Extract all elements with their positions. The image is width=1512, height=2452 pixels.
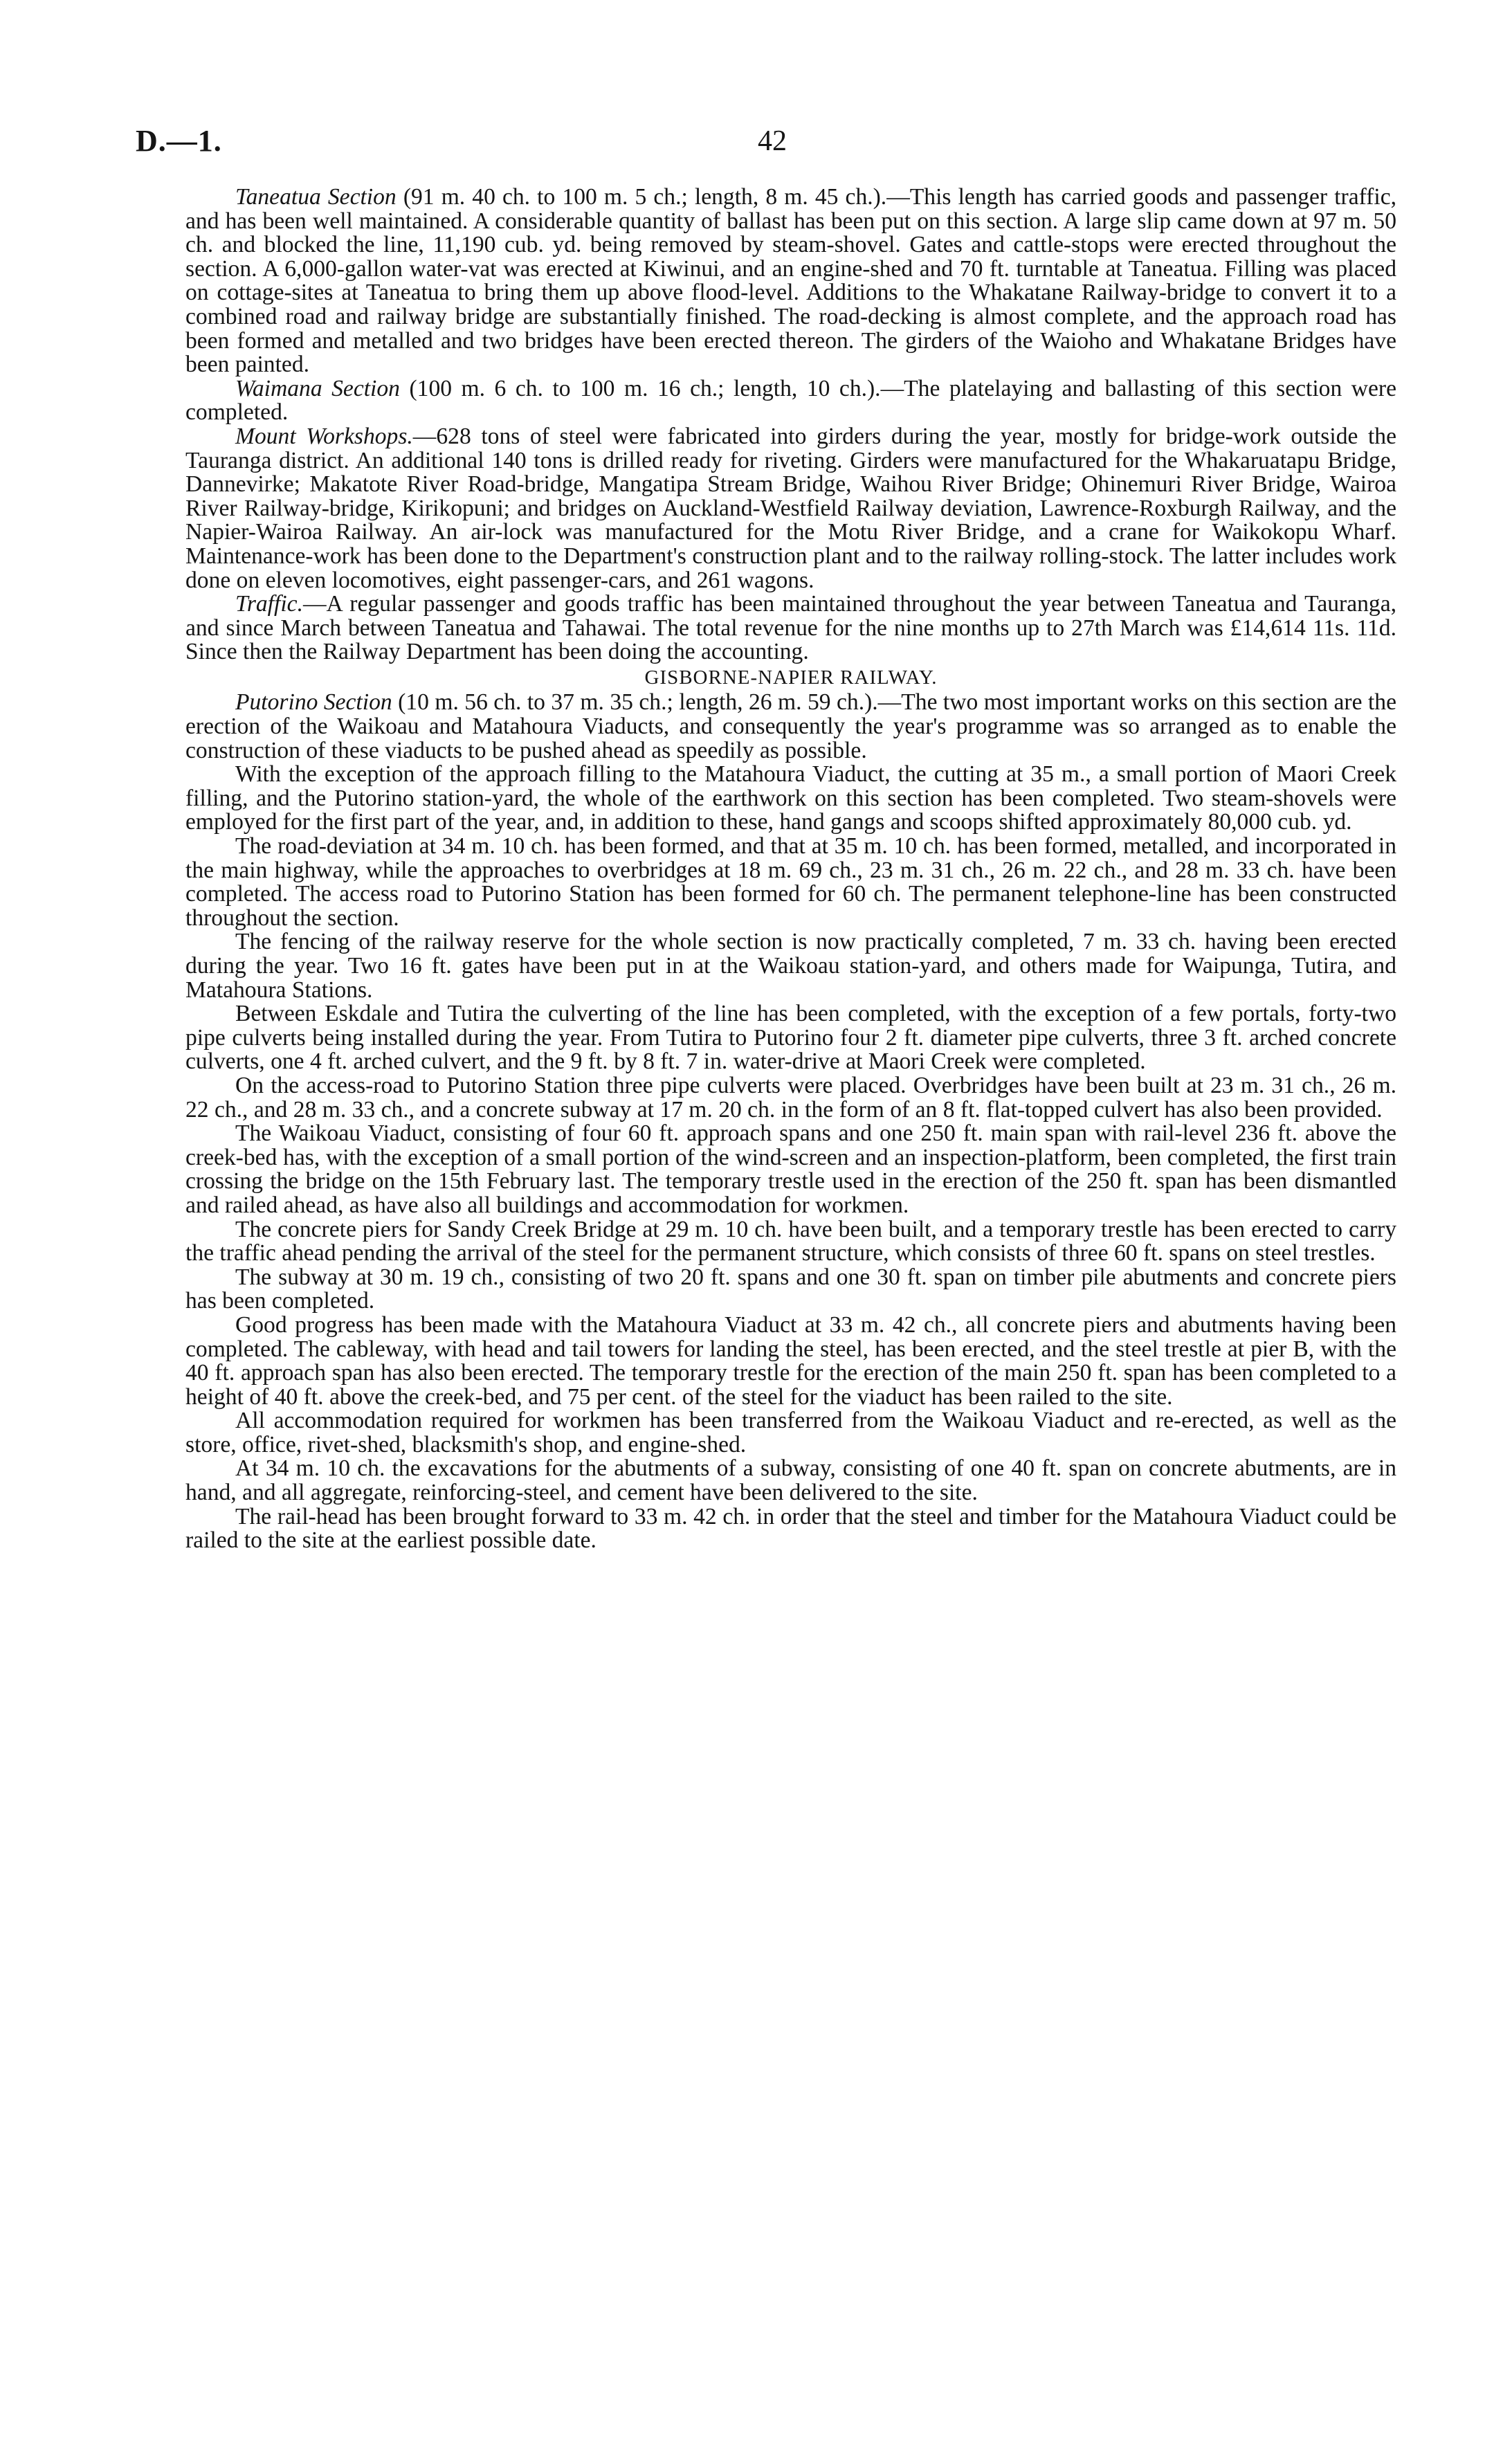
section-title: Waimana Section	[235, 375, 400, 401]
paragraph-rail-head: The rail-head has been brought forward to 33 m. 42 ch. in order that the steel and timber for the Matahoura Viaduct could be railed to the site at the earliest possible date.	[185, 1503, 1396, 1554]
paragraph-waimana-section	[185, 377, 1396, 425]
paragraph-culverting: Between Eskdale and Tutira the culverting of the line has been completed, with the exception of a few portals, forty-two pipe culverts being installed during the year. From Tutira to Putorino four 2 ft. diameter pipe culverts, three 3 ft. arched concrete culverts, one 4 ft. arched culvert, and the 9 ft. by 8 ft. 7 in. water-drive at Maori Creek were completed.	[185, 1001, 1396, 1075]
paragraph-fencing: The fencing of the railway reserve for the whole section is now practically completed, 7 m. 33 ch. having been erected during the year. Two 16 ft. gates have been put in at the Waikoau station-yard, and others made for Waipunga, Tutira, and Matahoura Stations.	[185, 929, 1396, 1003]
section-heading-gisborne-napier: GISBORNE-NAPIER RAILWAY.	[644, 666, 938, 689]
paragraph-taneatua-section	[185, 185, 1396, 377]
section-title: Taneatua Section	[235, 184, 397, 210]
paragraph-waikoau-viaduct: The Waikoau Viaduct, consisting of four 60 ft. approach spans and one 250 ft. main span with rail-level 236 ft. above the creek-bed has, with the exception of a small portion of the wind-screen and an inspection-platform, been completed, the first train crossing the bridge on the 15th February last. The temporary trestle used in the erection of the 250 ft. span has been dismantled and railed ahead, as have also all buildings and accommodation for workmen.	[185, 1120, 1396, 1218]
paragraph-putorino-section	[185, 691, 1396, 763]
paragraph-traffic	[185, 592, 1396, 664]
paragraph-text: (10 m. 56 ch. to 37 m. 35 ch.; length, 26 m. 59 ch.).—The two most important works on this section are the erection of the Waikoau and Matahoura Viaducts, and consequently the year's programme was so arranged as to enable the construction of these viaducts to be pushed ahead as speedily as possible.	[185, 689, 1396, 763]
paragraph-text: —628 tons of steel were fabricated into girders during the year, mostly for bridge-work outside the Tauranga district. An additional 140 tons is drilled ready for riveting. Girders were manufactured for the Whakaruatapu Bridge, Dannevirke; Makatote River Road-bridge, Mangatipa Stream Bridge, Waihou River Bridge; Ohinemuri River Bridge, Wairoa River Railway-bridge, Kirikopuni; and bridges on Auckland-Westfield Railway deviation, Lawrence-Roxburgh Railway, and the Napier-Wairoa Railway. An air-lock was manufactured for the Motu River Bridge, and a crane for Waikokopu Wharf. Maintenance-work has been done to the Department's construction plant and to the railway rolling-stock. The latter includes work done on eleven locomotives, eight passenger-cars, and 261 wagons.	[185, 423, 1396, 593]
paragraph-text: (91 m. 40 ch. to 100 m. 5 ch.; length, 8 m. 45 ch.).—This length has carried goods and passenger traffic, and has been well maintained. A considerable quantity of ballast has been put on this section. A large slip came down at 97 m. 50 ch. and blocked the line, 11,190 cub. yd. being removed by steam-shovel. Gates and cattle-stops were erected throughout the section. A 6,000-gallon water-vat was erected at Kiwinui, and an engine-shed and 70 ft. turntable at Taneatua. Filling was placed on cottage-sites at Taneatua to bring them up above flood-level. Additions to the Whakatane Railway-bridge to convert it to a combined road and railway bridge are substantially finished. The road-decking is almost complete, and the approach road has been formed and metalled and two bridges have been erected thereon. The girders of the Waioho and Whakatane Bridges have been painted.	[185, 184, 1396, 378]
paragraph-text: —A regular passenger and goods traffic has been maintained throughout the year between Taneatua and Tauranga, and since March between Taneatua and Tahawai. The total revenue for the nine months up to 27th March was £14,614 11s. 11d. Since then the Railway Department has been doing the accounting.	[185, 591, 1396, 665]
paragraph-text: (100 m. 6 ch. to 100 m. 16 ch.; length, 10 ch.).—The platelaying and ballasting of this section were completed.	[185, 375, 1396, 426]
paragraph-access-road: On the access-road to Putorino Station three pipe culverts were placed. Overbridges have been built at 23 m. 31 ch., 26 m. 22 ch., and 28 m. 33 ch., and a concrete subway at 17 m. 20 ch. in the form of an 8 ft. flat-topped culvert has also been provided.	[185, 1072, 1396, 1123]
section-title: Putorino Section	[235, 689, 392, 716]
document-reference: D.—1.	[136, 124, 222, 158]
paragraph-excavations: At 34 m. 10 ch. the excavations for the abutments of a subway, consisting of one 40 ft. span on concrete abutments, are in hand, and all aggregate, reinforcing-steel, and cement have been delivered to the site.	[185, 1455, 1396, 1506]
section-title: Traffic.	[235, 591, 303, 617]
body-text	[185, 185, 1396, 1553]
paragraph-sandy-creek-bridge: The concrete piers for Sandy Creek Bridge at 29 m. 10 ch. have been built, and a temporary trestle has been erected to carry the traffic ahead pending the arrival of the steel for the permanent structure, which consists of three 60 ft. spans on steel trestles.	[185, 1216, 1396, 1266]
page-number: 42	[758, 125, 787, 157]
paragraph-subway: The subway at 30 m. 19 ch., consisting of two 20 ft. spans and one 30 ft. span on timber pile abutments and concrete piers has been completed.	[185, 1264, 1396, 1314]
paragraph-matahoura-viaduct: Good progress has been made with the Matahoura Viaduct at 33 m. 42 ch., all concrete piers and abutments having been completed. The cableway, with head and tail towers for landing the steel, has been erected, and the steel trestle at pier B, with the 40 ft. approach span has also been erected. The temporary trestle for the erection of the main 250 ft. span has been completed to a height of 40 ft. above the creek-bed, and 75 per cent. of the steel for the viaduct has been railed to the site.	[185, 1311, 1396, 1410]
paragraph-mount-workshops	[185, 425, 1396, 592]
paragraph-road-deviation: The road-deviation at 34 m. 10 ch. has been formed, and that at 35 m. 10 ch. has been formed, metalled, and incorporated in the main highway, while the approaches to overbridges at 18 m. 69 ch., 23 m. 31 ch., 26 m. 22 ch., and 28 m. 33 ch. have been completed. The access road to Putorino Station has been formed for 60 ch. The permanent telephone-line has been constructed throughout the section.	[185, 833, 1396, 931]
paragraph-earthwork: With the exception of the approach filling to the Matahoura Viaduct, the cutting at 35 m., a small portion of Maori Creek filling, and the Putorino station-yard, the whole of the earthwork on this section has been completed. Two steam-shovels were employed for the first part of the year, and, in addition to these, hand gangs and scoops shifted approximately 80,000 cub. yd.	[185, 761, 1396, 835]
paragraph-accommodation: All accommodation required for workmen has been transferred from the Waikoau Viaduct and re-erected, as well as the store, office, rivet-shed, blacksmith's shop, and engine-shed.	[185, 1408, 1396, 1457]
section-title: Mount Workshops.	[235, 423, 413, 449]
